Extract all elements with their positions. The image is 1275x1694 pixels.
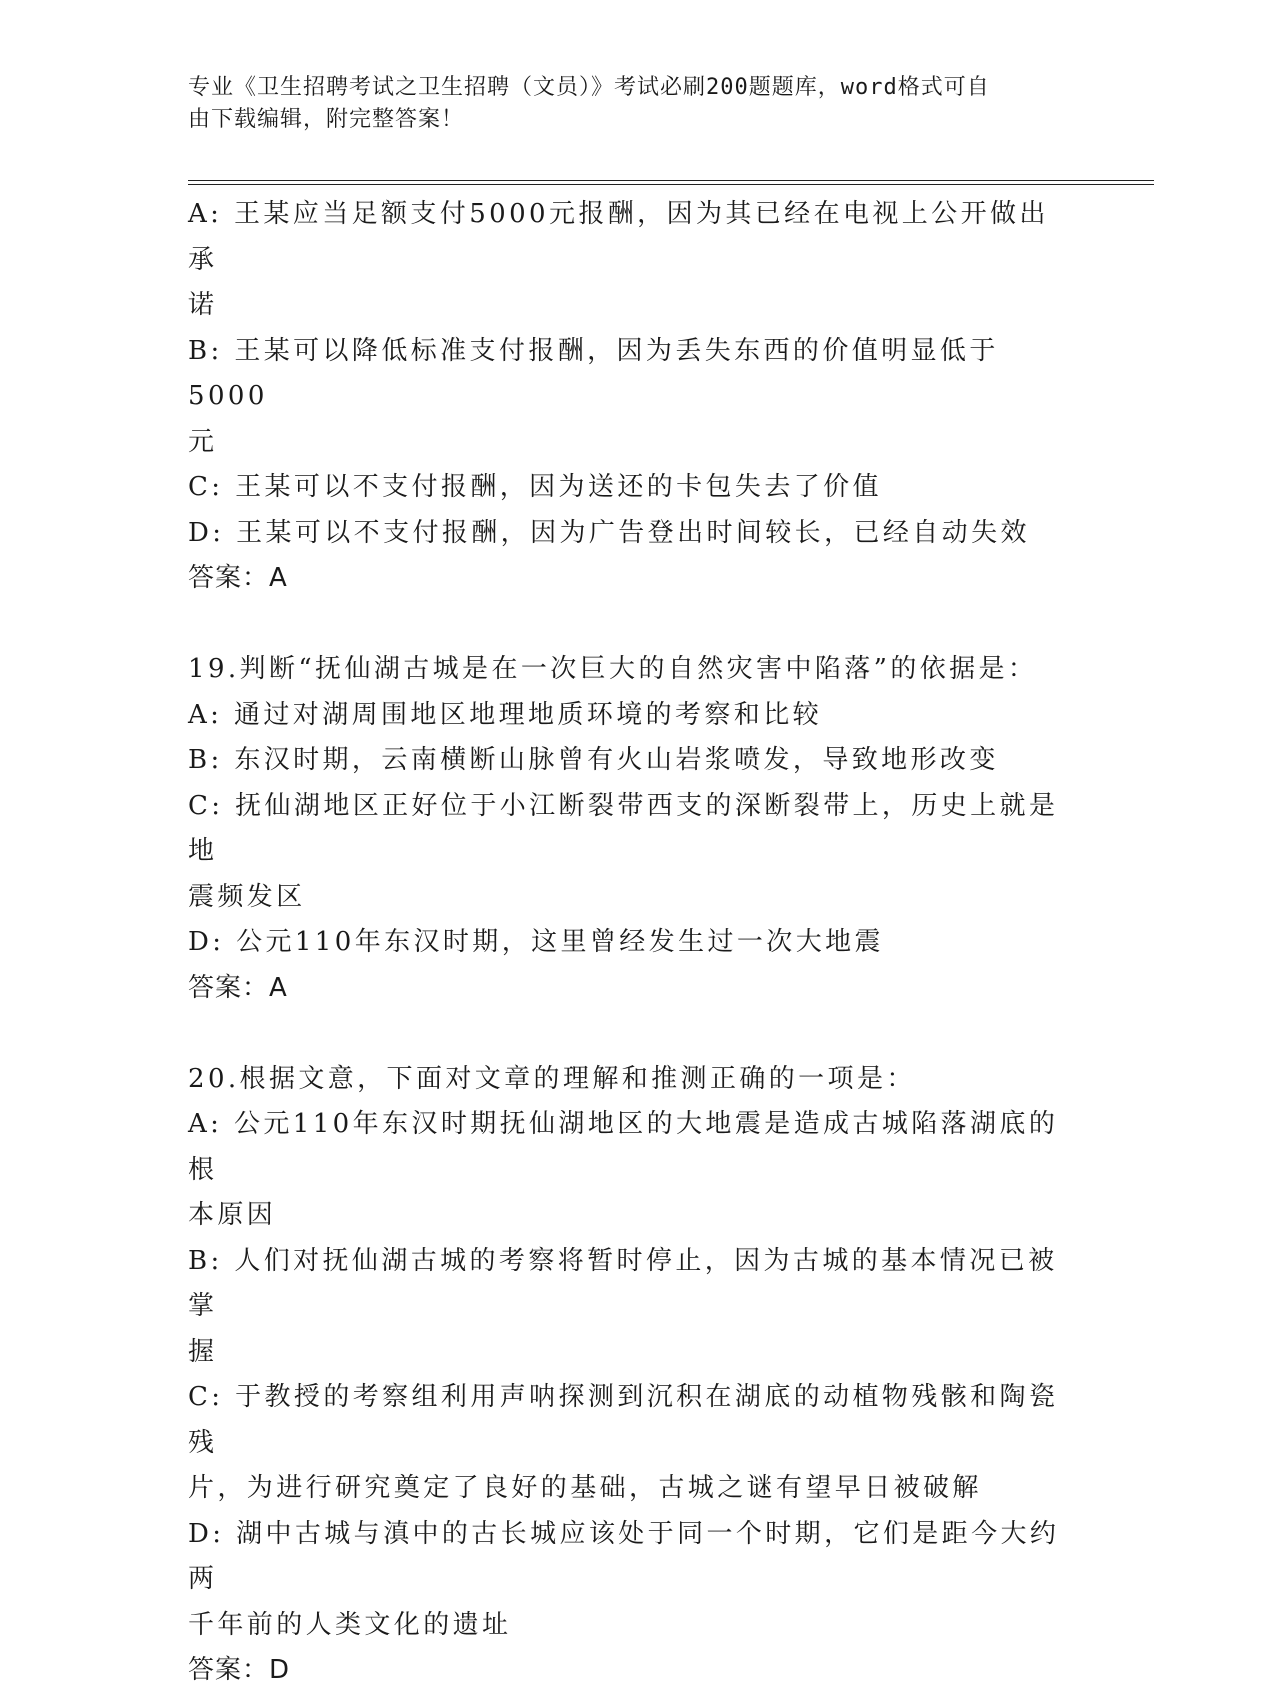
q20-option-d-line-2: 千年前的人类文化的遗址 <box>188 1609 512 1640</box>
q18-option-b-line-1: B: 王某可以降低标准支付报酬，因为丢失东西的价值明显低于5000 <box>188 335 999 411</box>
question-20 <box>188 1057 1078 1694</box>
q19-option-b: B: 东汉时期，云南横断山脉曾有火山岩浆喷发，导致地形改变 <box>188 745 999 775</box>
q19-option-d: D: 公元110年东汉时期，这里曾经发生过一次大地震 <box>188 927 884 957</box>
question-18-options <box>188 192 1078 602</box>
q20-option-d-line-1: D: 湖中古城与滇中的古长城应该处于同一个时期，它们是距今大约两 <box>188 1518 1060 1594</box>
header-line-1: 专业《卫生招聘考试之卫生招聘（文员）》考试必刷200题题库，word格式可自 <box>188 75 990 100</box>
q18-option-b-line-2: 元 <box>188 426 218 457</box>
spacer <box>188 1011 1078 1057</box>
q18-answer: 答案：A <box>188 563 288 593</box>
q20-option-c-line-1: C: 于教授的考察组利用声呐探测到沉积在湖底的动植物残骸和陶瓷残 <box>188 1382 1059 1458</box>
header-divider-bottom <box>188 184 1154 185</box>
q19-option-a: A: 通过对湖周围地区地理地质环境的考察和比较 <box>188 699 823 730</box>
q20-option-a-line-1: A: 公元110年东汉时期抚仙湖地区的大地震是造成古城陷落湖底的根 <box>188 1109 1059 1185</box>
header-divider-top <box>188 180 1154 181</box>
q18-option-a-line-2: 诺 <box>188 290 218 320</box>
q19-stem: 19.判断“抚仙湖古城是在一次巨大的自然灾害中陷落”的依据是： <box>188 654 1038 684</box>
document-body <box>188 192 1078 1694</box>
q18-option-d: D: 王某可以不支付报酬，因为广告登出时间较长，已经自动失效 <box>188 517 1030 548</box>
q20-option-c-line-2: 片，为进行研究奠定了良好的基础，古城之谜有望早日被破解 <box>188 1473 982 1503</box>
q20-option-b-line-1: B: 人们对抚仙湖古城的考察将暂时停止，因为古城的基本情况已被掌 <box>188 1245 1058 1321</box>
q20-option-a-line-2: 本原因 <box>188 1200 277 1230</box>
header-line-2: 由下载编辑，附完整答案！ <box>188 107 465 132</box>
q20-answer: 答案：D <box>188 1655 291 1685</box>
q18-option-a-line-1: A: 王某应当足额支付5000元报酬，因为其已经在电视上公开做出承 <box>188 199 1049 275</box>
q19-answer: 答案：A <box>188 972 288 1003</box>
spacer <box>188 602 1078 648</box>
q19-option-c-line-1: C: 抚仙湖地区正好位于小江断裂带西支的深断裂带上，历史上就是地 <box>188 790 1059 866</box>
q20-option-b-line-2: 握 <box>188 1336 218 1367</box>
q19-option-c-line-2: 震频发区 <box>188 881 306 912</box>
document-header <box>188 72 1068 136</box>
q20-stem: 20.根据文意，下面对文章的理解和推测正确的一项是： <box>188 1063 916 1094</box>
q18-option-c: C: 王某可以不支付报酬，因为送还的卡包失去了价值 <box>188 472 882 502</box>
question-19 <box>188 647 1078 1011</box>
